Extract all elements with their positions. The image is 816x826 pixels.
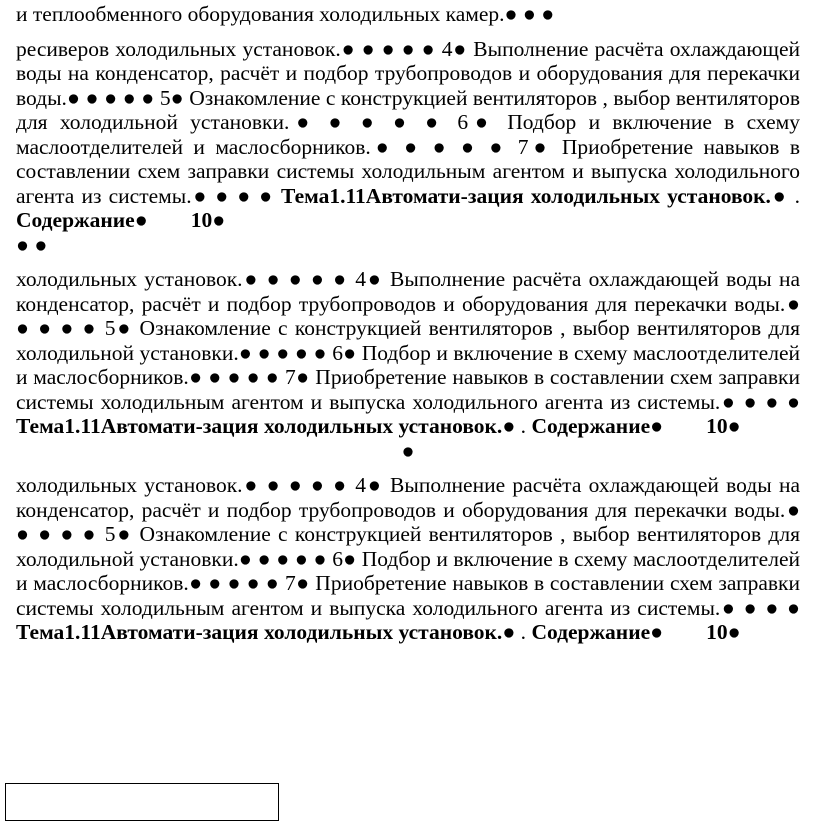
block2-text: холодильных установок.● ● ● ● ● 4● Выполнение расчёта охлаждающей воды на конденсатор, расчёт и подбор трубопроводов и оборудования для перекачки воды.● ● ● ● ● 5● Ознакомление с конструкцией вентиляторов , выбор вентиляторов для холодильной установки.● ● ● ● ● 6● Подбор и включение в схему маслоотделителей и маслосборников.● ● ● ● ● 7● Приобретение навыков в составлении схем заправки системы холодильным агентом и выпуска холодильного агента из системы.● ● ● ● xyxy=(16,267,800,414)
block3-mid: ● . xyxy=(502,620,532,644)
block3-dot: ● xyxy=(650,620,669,644)
block2-dot: ● xyxy=(650,414,669,438)
block3-dot-end: ● xyxy=(727,620,741,644)
block1-hours: 10 xyxy=(190,208,213,232)
block2-dot-end: ● xyxy=(727,414,741,438)
block2-hours: 10 xyxy=(706,414,728,438)
intro-text: и теплообменного оборудования холодильных камер.● ● ● xyxy=(16,2,555,26)
paragraph-block-3 xyxy=(16,473,800,645)
block1-dot-end: ● xyxy=(212,208,226,232)
block2-mid: ● . xyxy=(502,414,532,438)
spacer xyxy=(16,463,800,473)
block3-content-label: Содержание xyxy=(531,620,651,644)
spacer xyxy=(16,27,800,37)
paragraph-intro xyxy=(16,2,800,27)
empty-input-box[interactable] xyxy=(5,783,279,821)
block1-tail: ● ● xyxy=(16,232,48,257)
block3-text: холодильных установок.● ● ● ● ● 4● Выполнение расчёта охлаждающей воды на конденсатор, расчёт и подбор трубопроводов и оборудования для перекачки воды.● ● ● ● ● 5● Ознакомление с конструкцией вентиляторов , выбор вентиляторов для холодильной установки.● ● ● ● ● 6● Подбор и включение в схему маслоотделителей и маслосборников.● ● ● ● ● 7● Приобретение навыков в составлении схем заправки системы холодильным агентом и выпуска холодильного агента из системы.● ● ● ● xyxy=(16,473,800,620)
paragraph-block-2 xyxy=(16,267,800,439)
block1-mid: ● . xyxy=(770,183,800,208)
block2-content-label: Содержание xyxy=(531,414,651,438)
block1-dot: ● xyxy=(134,208,154,232)
block1-content-label: Содержание xyxy=(16,208,135,232)
block3-topic: Тема1.11Автомати-зация холодильных установок. xyxy=(16,620,503,644)
block2-topic: Тема1.11Автомати-зация холодильных установок. xyxy=(16,414,503,438)
paragraph-block-1 xyxy=(16,37,800,258)
document-page xyxy=(16,2,800,645)
block3-hours: 10 xyxy=(706,620,728,644)
block1-topic: Тема1.11Автомати-зация холодильных установок. xyxy=(281,183,771,208)
spacer xyxy=(16,257,800,267)
block1-text: ресиверов холодильных установок.● ● ● ● ● 4● Выполнение расчёта охлаждающей воды на конденсатор, расчёт и подбор трубопроводов и оборудования для перекачки воды.● ● ● ● ● 5● Ознакомление с конструкцией вентиляторов , выбор вентиляторов для холодильной установки.● ● ● ● ● 6● Подбор и включение в схему маслоотделителей и маслосборников.● ● ● ● ● 7● Приобретение навыков в составлении схем заправки системы холодильным агентом и выпуска холодильного агента из системы.● ● ● ● xyxy=(16,36,800,208)
block2-tail: ● xyxy=(401,438,415,463)
